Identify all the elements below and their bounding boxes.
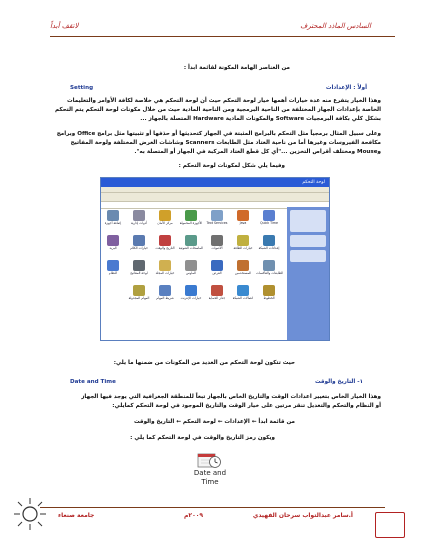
cp-item-icon — [263, 235, 275, 246]
cp-item[interactable] — [178, 235, 204, 250]
cp-item[interactable] — [230, 285, 256, 300]
cp-item-label: المستخدمين — [234, 271, 252, 275]
section1-para1-line1: وهذا الخيار يتفرع منه عدة خيارات أهمها خيار لوحة التحكم حيث أن لوحة التحكم هي خلاصة لكافة الأوامر والتعليمات — [66, 98, 381, 104]
footer-center: جامعة صنعاء — [58, 512, 95, 519]
cp-item-label: خيارات الطاقة — [233, 246, 253, 250]
cp-item-icon — [133, 235, 145, 246]
cp-item-icon — [211, 260, 223, 271]
cp-item-label: خيارات الكلام — [130, 246, 148, 250]
cp-item-icon — [107, 210, 119, 221]
cp-item-label: شريط المهام — [156, 296, 174, 300]
header-divider — [50, 36, 395, 37]
cp-item-label: الماوس — [185, 271, 197, 275]
cp-item[interactable] — [178, 210, 204, 225]
cp-item-icon — [133, 260, 145, 271]
calendar-clock-icon — [196, 451, 222, 469]
date-time-label-line2: Time — [201, 478, 219, 486]
cp-item-label: جدار الحماية — [208, 296, 226, 300]
figure-caption: حيث تتكون لوحة التحكم من العديد من المكونات من ضمنها ما يلي: — [113, 360, 295, 366]
cp-title-bar: لوحة التحكم — [101, 178, 329, 187]
cp-item[interactable] — [152, 260, 178, 275]
cp-item-label: النظام — [108, 271, 118, 275]
cp-item-label: لوحة المفاتيح — [130, 271, 148, 275]
cp-item[interactable] — [126, 210, 152, 225]
cp-item[interactable] — [152, 210, 178, 225]
sun-logo-icon — [12, 496, 48, 532]
symbol-intro: ويكون رمز التاريخ والوقت في لوحة التحكم كما يلي : — [130, 435, 275, 441]
cp-item-label: البريد — [109, 246, 117, 250]
cp-item-icon — [237, 260, 249, 271]
cp-item-label: الأصوات — [211, 246, 223, 250]
cp-item-label: Java — [239, 221, 247, 225]
cp-item[interactable] — [204, 210, 230, 225]
cp-item[interactable] — [256, 285, 282, 300]
cp-item-label: التاريخ والوقت — [155, 246, 175, 250]
cp-item-icon — [263, 260, 275, 271]
cp-item[interactable] — [126, 260, 152, 275]
cp-item-label: اتصالات الشبكة — [232, 296, 254, 300]
cp-item[interactable] — [230, 210, 256, 225]
cp-item[interactable] — [230, 235, 256, 250]
cp-item-icon — [263, 210, 275, 221]
page-number-box — [375, 512, 405, 538]
cp-item-icon — [107, 235, 119, 246]
cp-item-icon — [263, 285, 275, 296]
cp-item[interactable] — [152, 285, 178, 300]
section2-heading-ar: ١- التاريخ والوقت — [315, 379, 363, 385]
cp-item-icon — [133, 210, 145, 221]
section1-para1-line3: بشكل كلي بكافة البرمجيات Software والمكونات المادية Hardware المتصلة بالجهاز ... — [140, 116, 381, 122]
cp-item-label: Quick Time — [260, 221, 278, 225]
cp-toolbar — [101, 193, 329, 202]
cp-item-icon — [185, 210, 197, 221]
intro-text: من العناصر الهامة المكونة لقائمة ابدأ : — [183, 65, 290, 71]
section1-para2-line2: مكافحة الفيروسات وغيرها أما من ناحية العتاد مثل الطابعات Scanners وشاشات العرض المختلفة ولوحة المفاتيح — [70, 140, 381, 146]
footer-divider — [40, 507, 385, 508]
cp-item-icon — [237, 235, 249, 246]
cp-item[interactable] — [100, 235, 126, 250]
cp-task-pane — [287, 207, 329, 340]
cp-item-icon — [133, 285, 145, 296]
cp-item[interactable] — [256, 260, 282, 275]
cp-item-label: Text Services — [206, 221, 228, 225]
navigation-path: من قائمة ابدأ ← الإعدادات ← لوحة التحكم ← التاريخ والوقت — [133, 419, 295, 425]
header-left-text: لاتقف أبداً — [50, 22, 79, 30]
cp-item-label: الخطوط — [263, 296, 275, 300]
cp-task-box — [290, 210, 326, 232]
figure-intro: وفيما يلي شكل لمكونات لوحة التحكم : — [178, 163, 285, 169]
cp-item[interactable] — [230, 260, 256, 275]
cp-item[interactable] — [256, 210, 282, 225]
footer-year: ٢٠٠٩م — [184, 512, 204, 519]
cp-task-box-small — [290, 250, 326, 262]
cp-item[interactable] — [126, 285, 152, 300]
cp-item-icon — [237, 210, 249, 221]
section1-heading-en: Setting — [70, 85, 94, 91]
cp-item-label: المهام المجدولة — [128, 296, 150, 300]
cp-item[interactable] — [204, 235, 230, 250]
section1-para2-line3: وMouse ومختلف أقراص التخزين ..."أي كل قطع العتاد المركبة في الجهاز أو المتصلة به". — [134, 149, 381, 155]
cp-item-label: مركز الأمان — [157, 221, 173, 225]
cp-item-label: العرض — [212, 271, 222, 275]
cp-item-label: الماسحات الضوئية — [178, 246, 204, 250]
cp-item-icon — [159, 260, 171, 271]
cp-item-label: الأجهزة المحمولة — [179, 221, 203, 225]
cp-item-icon — [159, 210, 171, 221]
cp-item-icon — [237, 285, 249, 296]
cp-item-icon — [185, 260, 197, 271]
cp-item-icon — [159, 285, 171, 296]
cp-item-icon — [211, 210, 223, 221]
section1-para2-line1: وعلى سبيل المثال برمجياً مثل التحكم بالبرامج المثبتة في الجهاز كتحديثها أو حذفها أو تثبيتها مثل برامج Office وبرامج — [56, 131, 381, 137]
cp-item[interactable] — [152, 235, 178, 250]
cp-item-label: إعدادات الشبكة — [258, 246, 280, 250]
section1-heading-ar: أولاً : الإعدادات — [325, 85, 367, 91]
cp-item[interactable] — [178, 260, 204, 275]
page-header — [20, 22, 405, 38]
date-time-icon — [180, 447, 240, 503]
cp-item[interactable] — [204, 260, 230, 275]
cp-task-box-small — [290, 235, 326, 247]
cp-item-icon — [107, 260, 119, 271]
cp-item-label: خيارات المجلد — [155, 271, 175, 275]
section1-para1-line2: الخاصة بإعدادات الجهاز المختلفة من الناحية البرمجية ومن الناحية المادية حيث من خلال مكونات لوحة التحكم يتم التحكم — [54, 107, 381, 113]
section2-heading-en: Date and Time — [70, 379, 116, 385]
control-panel-screenshot — [100, 177, 330, 341]
cp-item-label: الطابعات والفاكسات — [256, 271, 284, 275]
cp-item[interactable] — [256, 235, 282, 250]
header-right-text: السادس الماذد المحترف — [300, 22, 371, 30]
date-time-icon-label — [180, 469, 240, 487]
cp-item-icon — [185, 235, 197, 246]
cp-item[interactable] — [100, 260, 126, 275]
cp-item-icon — [211, 285, 223, 296]
cp-item-icon — [185, 285, 197, 296]
cp-item-label: إضافة أجهزة — [104, 221, 122, 225]
section2-para-line1: وهذا الخيار الخاص بتغيير اعدادات الوقت والتاريخ الخاص بالجهاز تبعاً للمنطقة الجغرافية التي يوجد فيها الجهاز — [81, 394, 381, 400]
section2-para-line2: أو النظام والتحكم والتعديل تنقر مرتين على خيار الوقت والتاريخ الموجود في لوحة التحكم كمايلي: — [112, 403, 381, 409]
cp-item[interactable] — [100, 210, 126, 225]
cp-item[interactable] — [178, 285, 204, 300]
date-time-label-line1: Date and — [193, 469, 227, 477]
cp-item[interactable] — [204, 285, 230, 300]
cp-item[interactable] — [126, 235, 152, 250]
footer-author: أ.سامر عبدالتواب سرحان الفهيدي — [252, 512, 353, 519]
cp-item-label: أدوات إدارية — [130, 221, 148, 225]
cp-item-label: خيارات الإنترنت — [180, 296, 202, 300]
cp-item-icon — [211, 235, 223, 246]
cp-item-icon — [159, 235, 171, 246]
